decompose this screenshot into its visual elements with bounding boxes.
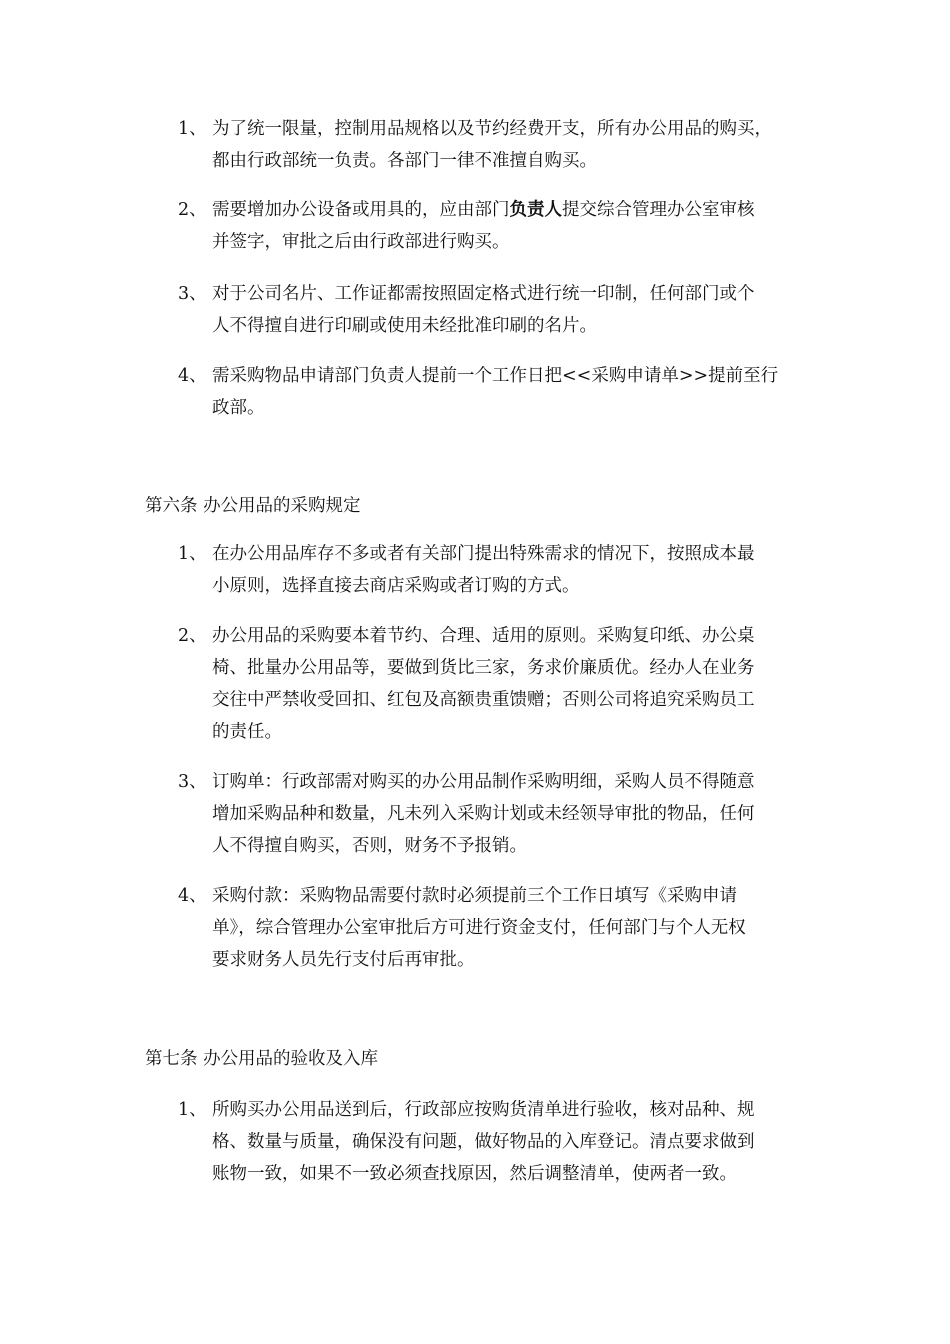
item-number: 1、 xyxy=(178,544,207,564)
item-text-line: 要求财务人员先行支付后再审批。 xyxy=(212,950,475,970)
item-text-line: 小原则，选择直接去商店采购或者订购的方式。 xyxy=(212,576,580,596)
item-text-line: 的责任。 xyxy=(212,722,282,742)
list-item xyxy=(178,538,818,602)
item-text-line: 为了统一限量，控制用品规格以及节约经费开支，所有办公用品的购买， xyxy=(212,119,772,139)
item-text-line xyxy=(212,194,818,226)
item-number: 2、 xyxy=(178,200,207,220)
list-item xyxy=(178,360,818,424)
list-item xyxy=(178,194,818,258)
item-number: 2、 xyxy=(178,626,207,646)
item-number: 3、 xyxy=(178,284,207,304)
list-item xyxy=(178,880,818,976)
item-text-line: 办公用品的采购要本着节约、合理、适用的原则。采购复印纸、办公桌 xyxy=(212,626,755,646)
item-text-line: 交往中严禁收受回扣、红包及高额贵重馈赠；否则公司将追究采购员工 xyxy=(212,690,755,710)
item-text-line: 订购单：行政部需对购买的办公用品制作采购明细，采购人员不得随意 xyxy=(212,772,755,792)
item-text-line: 在办公用品库存不多或者有关部门提出特殊需求的情况下，按照成本最 xyxy=(212,544,755,564)
item-text-line: 对于公司名片、工作证都需按照固定格式进行统一印制，任何部门或个 xyxy=(212,284,755,304)
list-item xyxy=(178,1094,818,1190)
list-item xyxy=(178,278,818,342)
item-text-line: 椅、批量办公用品等，要做到货比三家，务求价廉质优。经办人在业务 xyxy=(212,658,755,678)
item-text-line: 人不得擅自购买，否则，财务不予报销。 xyxy=(212,836,527,856)
item-number: 3、 xyxy=(178,772,207,792)
list-item xyxy=(178,766,818,862)
item-text-line: 采购付款：采购物品需要付款时必须提前三个工作日填写《采购申请 xyxy=(212,886,737,906)
item-text-line: 增加采购品种和数量，凡未列入采购计划或未经领导审批的物品，任何 xyxy=(212,804,755,824)
item-text-segment: 提交综合管理办公室审核 xyxy=(562,200,755,220)
item-text-line: 人不得擅自进行印刷或使用未经批准印刷的名片。 xyxy=(212,316,597,336)
item-text-line: 单》，综合管理办公室审批后方可进行资金支付，任何部门与个人无权 xyxy=(212,918,746,938)
item-text-line: 政部。 xyxy=(212,398,265,418)
section-heading: 第六条 办公用品的采购规定 xyxy=(145,496,361,516)
item-number: 1、 xyxy=(178,1100,207,1120)
item-text-line: 格、数量与质量，确保没有问题，做好物品的入库登记。清点要求做到 xyxy=(212,1132,755,1152)
item-number: 1、 xyxy=(178,119,207,139)
item-text-segment: 需要增加办公设备或用具的，应由部门 xyxy=(212,200,510,220)
section-heading: 第七条 办公用品的验收及入库 xyxy=(145,1049,379,1069)
item-text-line: 账物一致，如果不一致必须查找原因，然后调整清单，使两者一致。 xyxy=(212,1164,737,1184)
item-text-line: 都由行政部统一负责。各部门一律不准擅自购买。 xyxy=(212,151,597,171)
item-number: 4、 xyxy=(178,886,207,906)
item-text-line: 并签字，审批之后由行政部进行购买。 xyxy=(212,232,510,252)
item-number: 4、 xyxy=(178,366,207,386)
item-text-line: 所购买办公用品送到后，行政部应按购货清单进行验收，核对品种、规 xyxy=(212,1100,755,1120)
emphasized-text: 负责人 xyxy=(509,200,562,220)
item-text-line: 需采购物品申请部门负责人提前一个工作日把<<采购申请单>>提前至行 xyxy=(212,366,779,386)
list-item xyxy=(178,113,818,177)
list-item xyxy=(178,620,818,748)
